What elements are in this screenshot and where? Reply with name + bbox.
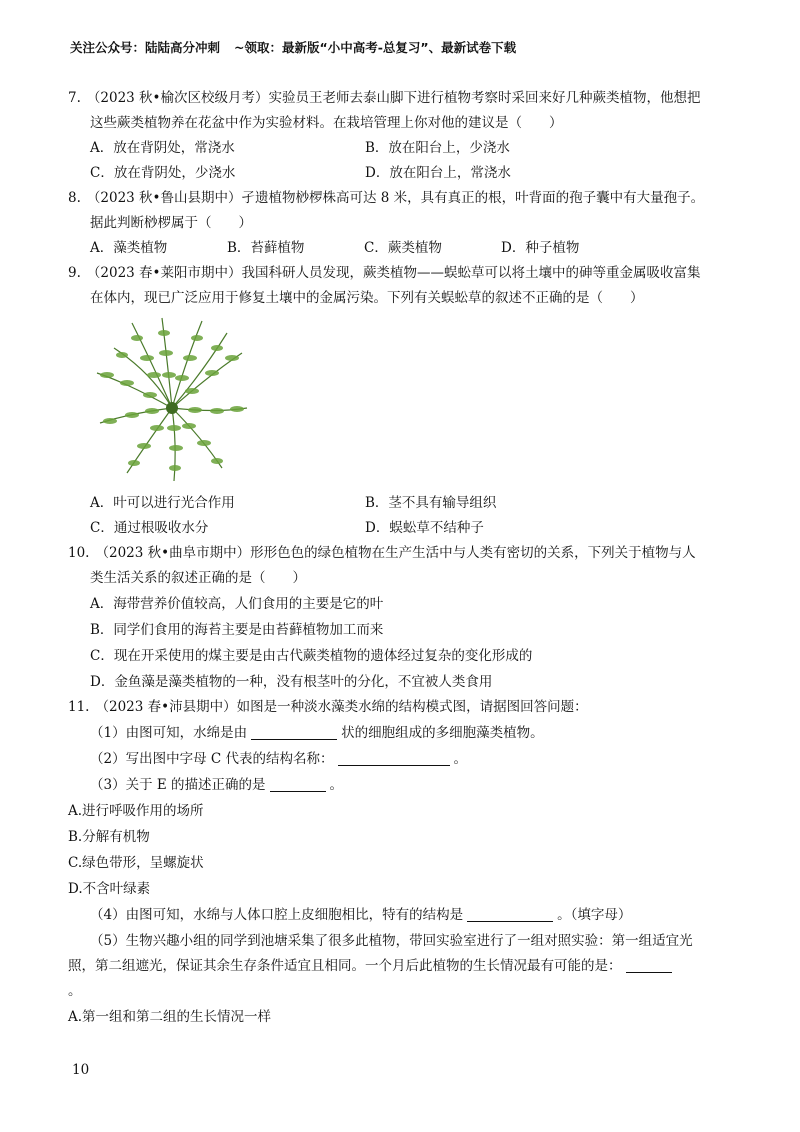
option-b: B．放在阳台上，少浇水 bbox=[365, 140, 510, 156]
fern-figure bbox=[68, 311, 736, 491]
option-a: A.第一组和第二组的生长情况一样 bbox=[68, 1009, 272, 1025]
option-a: A．藻类植物 bbox=[90, 240, 168, 256]
question-text: 这些蕨类植物养在花盆中作为实验材料。在栽培管理上你对他的建议是（ ） bbox=[90, 115, 563, 131]
question-text: 类生活关系的叙述正确的是（ ） bbox=[90, 570, 306, 586]
sub-question-4 bbox=[68, 902, 736, 928]
sub-question-text: 状的细胞组成的多细胞藻类植物。 bbox=[341, 725, 544, 741]
header-left: 关注公众号：陆陆高分冲刺 bbox=[70, 40, 221, 55]
question-8 bbox=[68, 186, 736, 261]
sub-question-5 bbox=[68, 928, 736, 954]
option-a: A.进行呼吸作用的场所 bbox=[68, 803, 204, 819]
option-d: D．蜈蚣草不结种子 bbox=[365, 520, 484, 536]
question-number: 11. bbox=[68, 699, 90, 715]
page-number: 10 bbox=[72, 1062, 90, 1078]
sub-question-text: （5）生物兴趣小组的同学到池塘采集了很多此植物，带回实验室进行了一组对照实验：第一组适宜光 bbox=[90, 933, 693, 949]
question-9 bbox=[68, 261, 736, 541]
sub-question-text: （2）写出图中字母 C 代表的结构名称： bbox=[90, 751, 334, 767]
question-number: 8. bbox=[68, 190, 81, 206]
sub-question-text: 照，第二组遮光，保证其余生存条件适宜且相同。一个月后此植物的生长情况最有可能的是： bbox=[68, 958, 622, 974]
sub-question-text: （3）关于 E 的描述正确的是 bbox=[90, 777, 266, 793]
option-c: C．蕨类植物 bbox=[364, 240, 442, 256]
sub-question-text: 。 bbox=[453, 751, 468, 767]
option-b: B．同学们食用的海苔主要是由苔藓植物加工而来 bbox=[90, 622, 384, 638]
option-d: D．金鱼藻是藻类植物的一种，没有根茎叶的分化，不宜被人类食用 bbox=[90, 674, 493, 690]
option-b: B．苔藓植物 bbox=[227, 240, 305, 256]
sub-question-3 bbox=[68, 772, 736, 798]
answer-blank[interactable] bbox=[467, 906, 553, 922]
question-text: （2023 秋•鲁山县期中）孑遗植物桫椤株高可达 8 米，具有真正的根，叶背面的孢子囊中有大量孢子。 bbox=[86, 190, 705, 206]
question-7 bbox=[68, 86, 736, 186]
sub-question-text: （1）由图可知，水绵是由 bbox=[90, 725, 248, 741]
question-text: 在体内，现已广泛应用于修复土壤中的金属污染。下列有关蜈蚣草的叙述不正确的是（ ） bbox=[90, 290, 644, 306]
sub-question-text: 。（填字母） bbox=[557, 907, 632, 923]
answer-blank[interactable] bbox=[270, 776, 326, 792]
sub-question-text: （4）由图可知，水绵与人体口腔上皮细胞相比，特有的结构是 bbox=[90, 907, 464, 923]
option-d: D.不含叶绿素 bbox=[68, 881, 151, 897]
question-text: （2023 春•莱阳市期中）我国科研人员发现，蕨类植物——蜈蚣草可以将土壤中的砷等重金属吸收富集 bbox=[86, 265, 701, 281]
option-c: C．现在开采使用的煤主要是由古代蕨类植物的遗体经过复杂的变化形成的 bbox=[90, 648, 533, 664]
question-text: （2023 春•沛县期中）如图是一种淡水藻类水绵的结构模式图，请据图回答问题： bbox=[95, 699, 588, 715]
option-c: C．通过根吸收水分 bbox=[90, 520, 209, 536]
question-number: 7. bbox=[68, 90, 81, 106]
option-a: A．海带营养价值较高，人们食用的主要是它的叶 bbox=[90, 596, 384, 612]
option-d: D．种子植物 bbox=[501, 240, 580, 256]
question-number: 9. bbox=[68, 265, 81, 281]
header-right: ~领取：最新版“小中高考-总复习”、最新试卷下载 bbox=[234, 40, 517, 55]
page-content bbox=[68, 86, 736, 1030]
option-c: C.绿色带形，呈螺旋状 bbox=[68, 855, 204, 871]
option-b: B．茎不具有输导组织 bbox=[365, 495, 497, 511]
option-a: A．叶可以进行光合作用 bbox=[90, 495, 235, 511]
option-d: D．放在阳台上，常浇水 bbox=[365, 165, 511, 181]
sub-question-text: 。 bbox=[68, 983, 82, 999]
fern-plant-icon bbox=[92, 313, 252, 483]
question-text: （2023 秋•曲阜市期中）形形色色的绿色植物在生产生活中与人类有密切的关系，下列关于植物与人 bbox=[95, 545, 696, 561]
question-11 bbox=[68, 695, 736, 1030]
sub-question-text: 。 bbox=[329, 777, 344, 793]
option-b: B.分解有机物 bbox=[68, 829, 150, 845]
answer-blank[interactable] bbox=[251, 724, 337, 740]
question-text: （2023 秋•榆次区校级月考）实验员王老师去泰山脚下进行植物考察时采回来好几种蕨类植物，他想把 bbox=[86, 90, 701, 106]
option-c: C．放在背阴处，少浇水 bbox=[90, 165, 236, 181]
sub-question-2 bbox=[68, 746, 736, 772]
question-10 bbox=[68, 541, 736, 695]
answer-blank[interactable] bbox=[626, 957, 672, 973]
question-text: 据此判断桫椤属于（ ） bbox=[90, 215, 252, 231]
sub-question-1 bbox=[68, 720, 736, 746]
option-a: A．放在背阴处，常浇水 bbox=[90, 140, 235, 156]
page-header bbox=[70, 38, 516, 56]
sub-question-5-cont bbox=[68, 954, 736, 979]
question-number: 10. bbox=[68, 545, 90, 561]
answer-blank[interactable] bbox=[338, 750, 450, 766]
